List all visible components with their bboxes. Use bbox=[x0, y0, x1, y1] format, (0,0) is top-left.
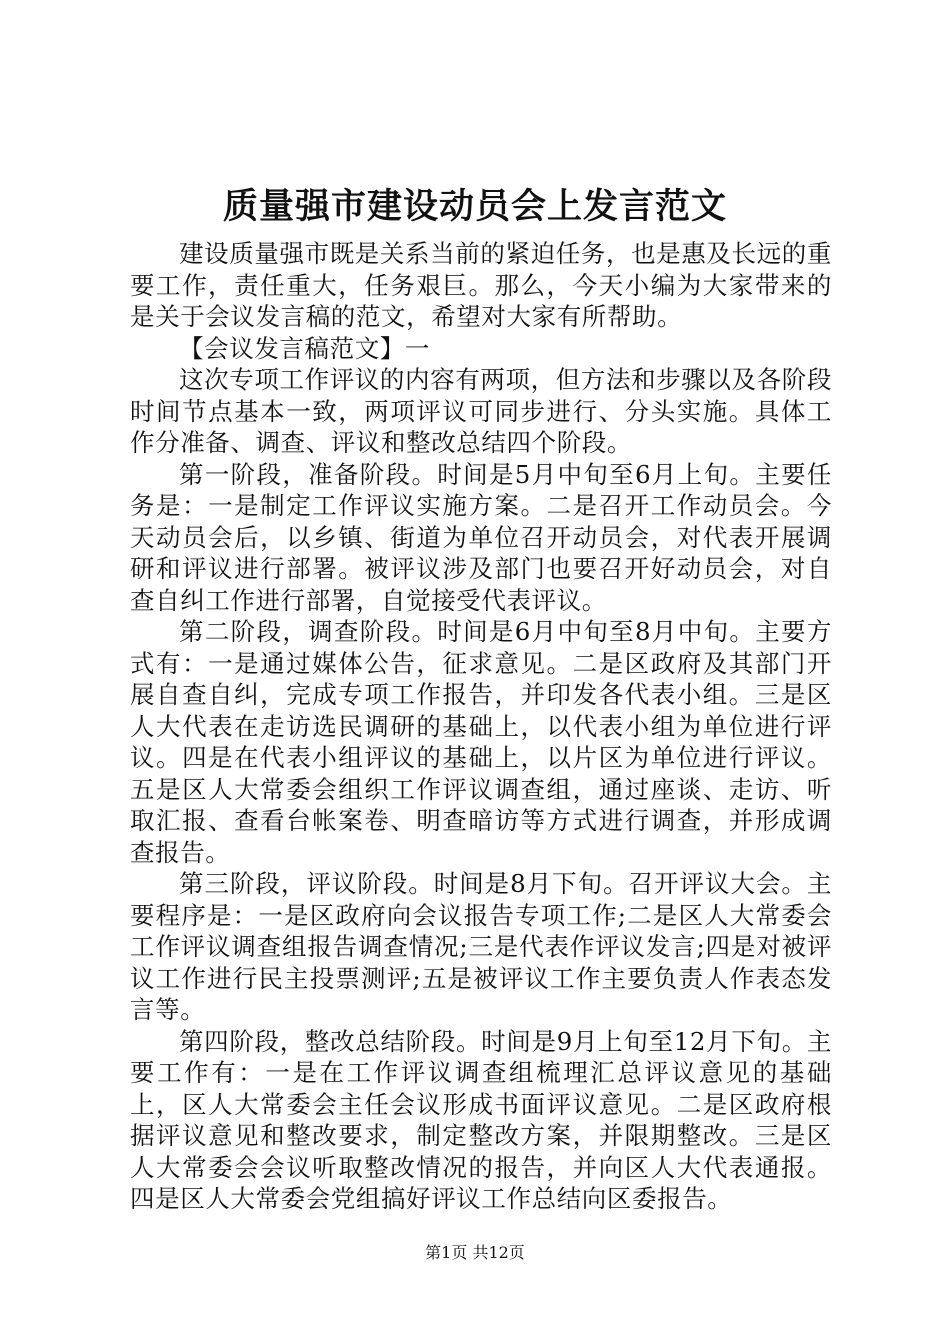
paragraph-stage-three: 第三阶段，评议阶段。时间是8月下旬。召开评议大会。主要程序是：一是区政府向会议报告专项工作;二是区人大常委会工作评议调查组报告调查情况;三是代表作评议发言;四是对被评议工作进行民主投票测评;五是被评议工作主要负责人作表态发言等。 bbox=[130, 869, 832, 1024]
paragraph-stage-four: 第四阶段，整改总结阶段。时间是9月上旬至12月下旬。主要工作有：一是在工作评议调查组梳理汇总评议意见的基础上，区人大常委会主任会议形成书面评议意见。二是区政府根据评议意见和整改要求，制定整改方案，并限期整改。三是区人大常委会会议听取整改情况的报告，并向区人大代表通报。四是区人大常委会党组搞好评议工作总结向区委报告。 bbox=[130, 1026, 832, 1213]
document-title: 质量强市建设动员会上发言范文 bbox=[222, 187, 727, 227]
page-number-footer: 第1页 共12页 bbox=[425, 1243, 525, 1262]
paragraph-stage-one: 第一阶段，准备阶段。时间是5月中旬至6月上旬。主要任务是：一是制定工作评议实施方案。二是召开工作动员会。今天动员会后，以乡镇、街道为单位召开动员会，对代表开展调研和评议进行部署。被评议涉及部门也要召开好动员会，对自查自纠工作进行部署，自觉接受代表评议。 bbox=[130, 459, 832, 615]
paragraph-stage-two: 第二阶段，调查阶段。时间是6月中旬至8月中旬。主要方式有：一是通过媒体公告，征求意见。二是区政府及其部门开展自查自纠，完成专项工作报告，并印发各代表小组。三是区人大代表在走访选民调研的基础上，以代表小组为单位进行评议。四是在代表小组评议的基础上，以片区为单位进行评议。五是区人大常委会组织工作评议调查组，通过座谈、走访、听取汇报、查看台帐案卷、明查暗访等方式进行调查，并形成调查报告。 bbox=[130, 617, 832, 867]
paragraph-overview: 这次专项工作评议的内容有两项，但方法和步骤以及各阶段时间节点基本一致，两项评议可同步进行、分头实施。具体工作分准备、调查、评议和整改总结四个阶段。 bbox=[130, 365, 832, 457]
paragraph-section-heading: 【会议发言稿范文】一 bbox=[179, 333, 430, 363]
paragraph-intro: 建设质量强市既是关系当前的紧迫任务，也是惠及长远的重要工作，责任重大，任务艰巨。那么，今天小编为大家带来的是关于会议发言稿的范文，希望对大家有所帮助。 bbox=[130, 239, 832, 331]
document-body bbox=[130, 238, 832, 1215]
